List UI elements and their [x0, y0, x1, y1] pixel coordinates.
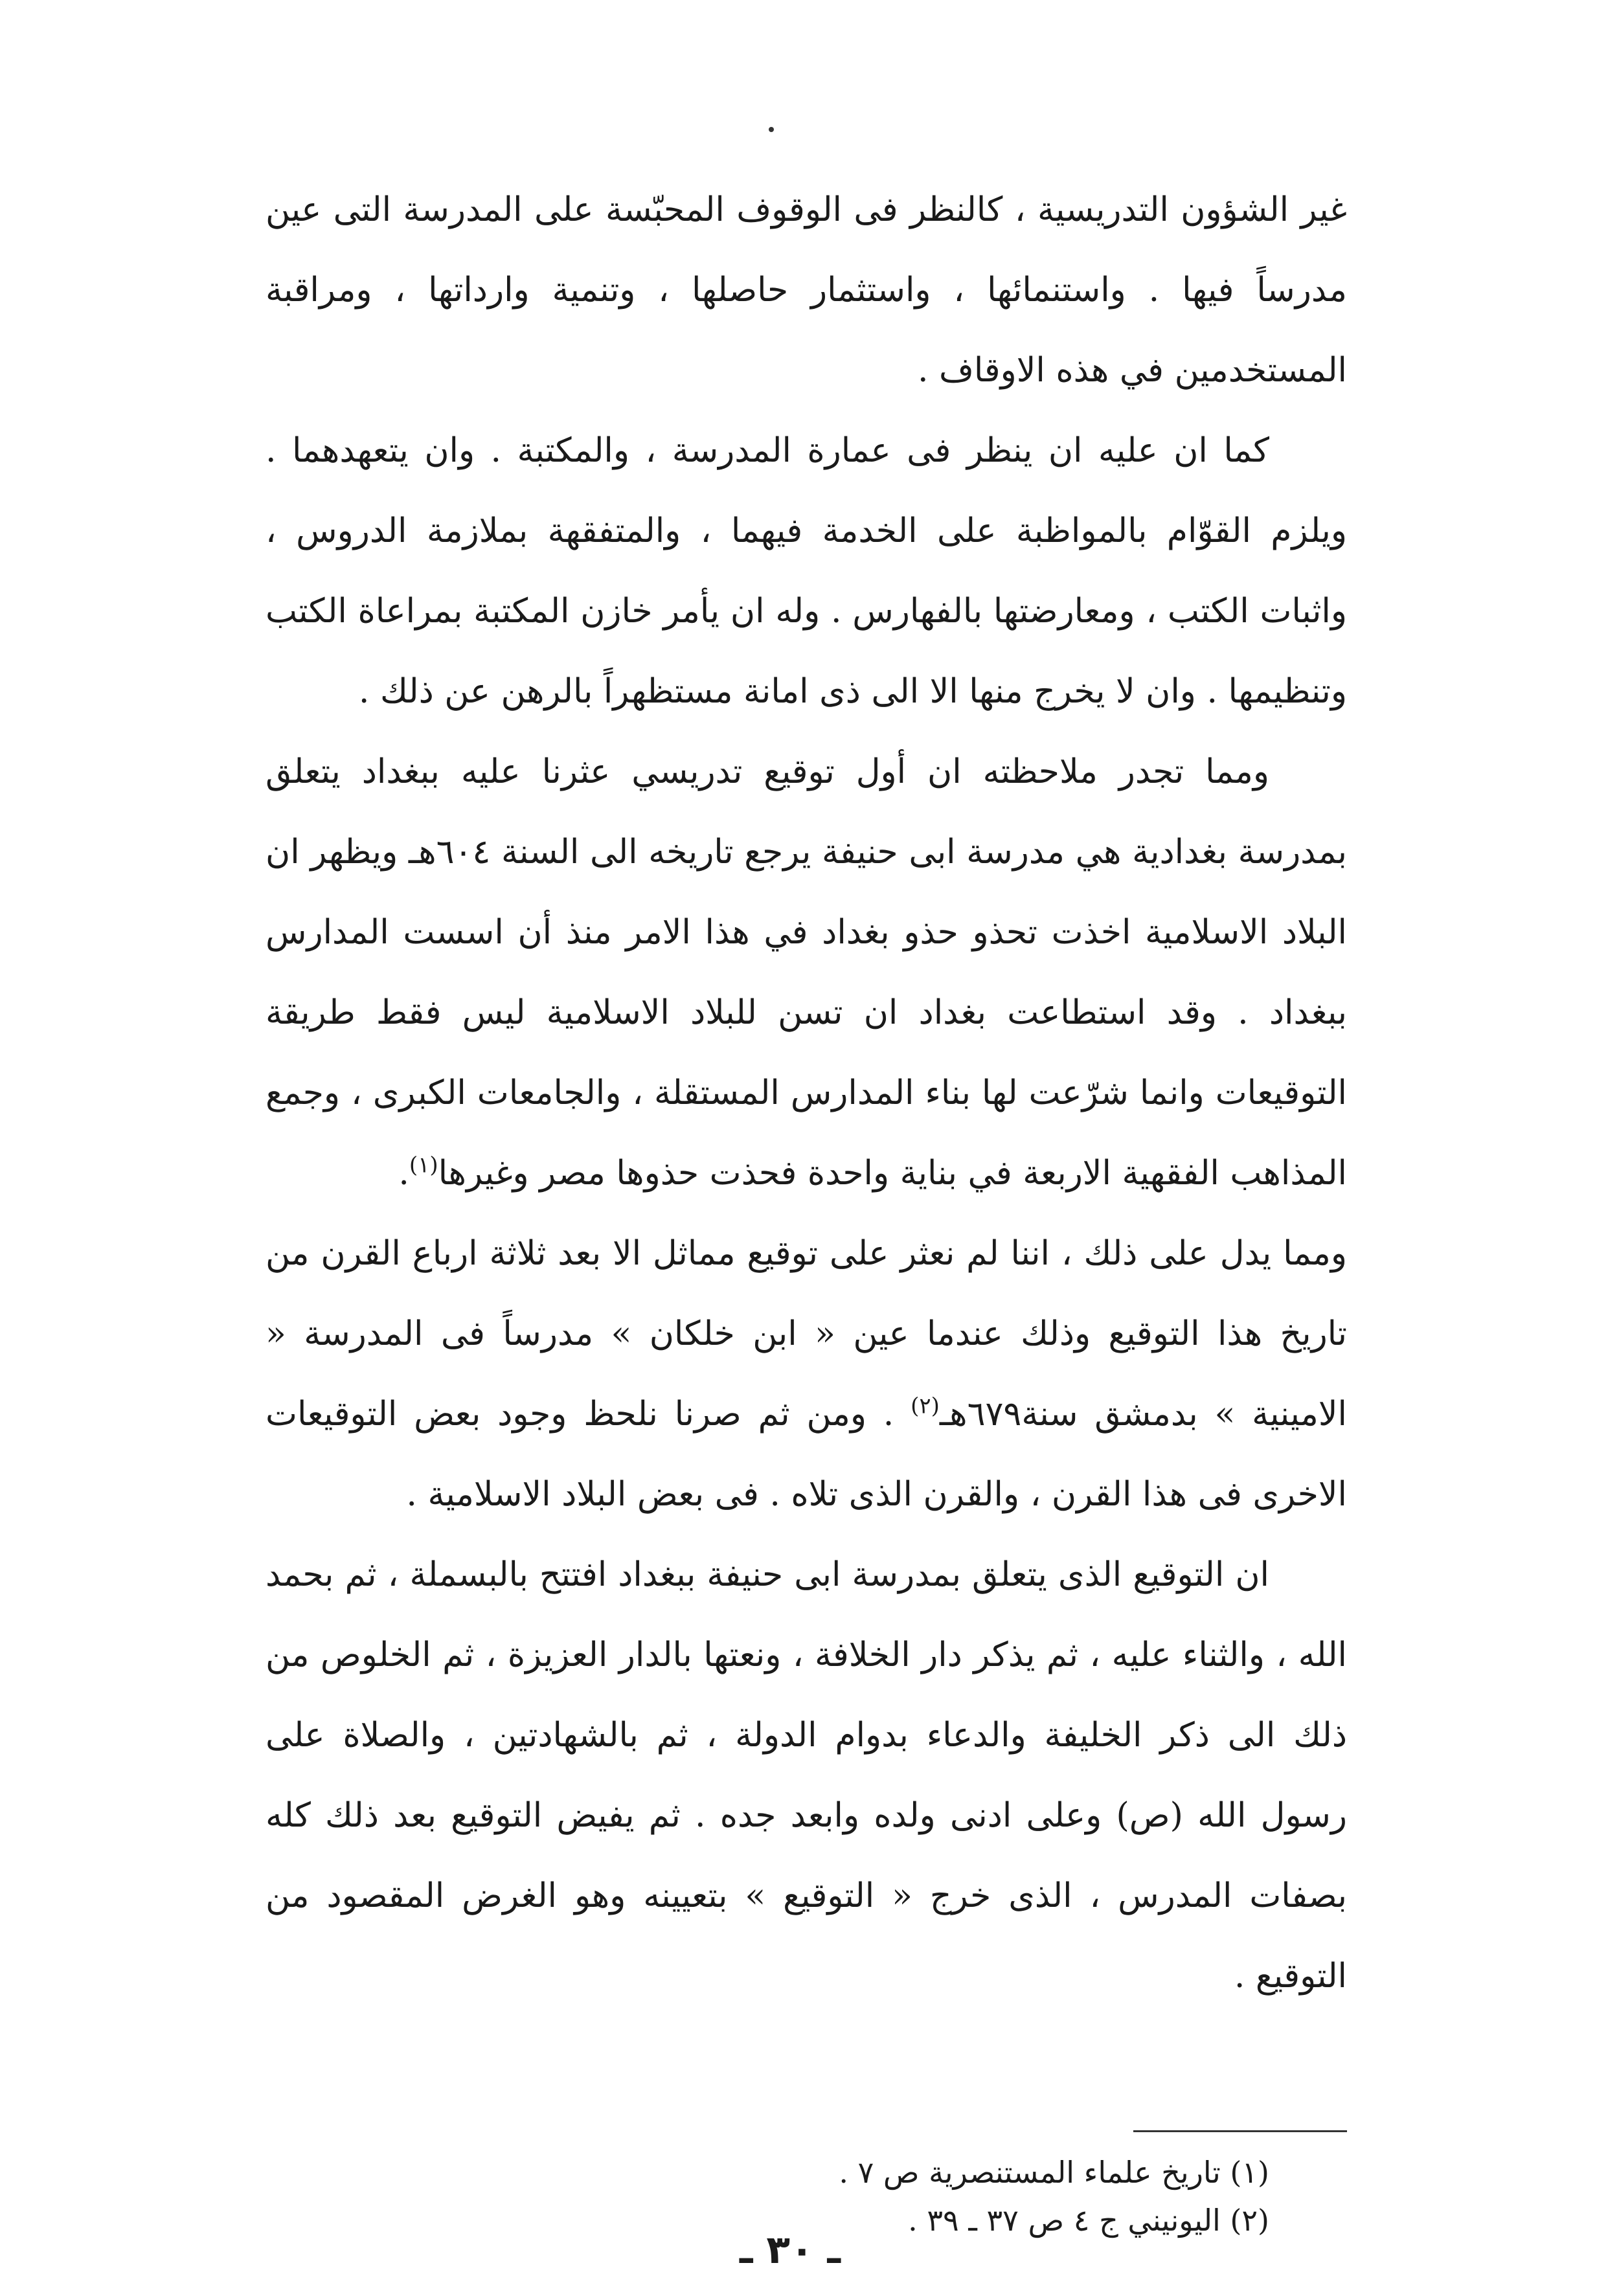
footnote-marker-1: (١): [409, 1152, 438, 1178]
paragraph-4-tail: . ومن ثم صرنا نلحظ وجود بعض التوقيعات الاخرى فى هذا القرن ، والقرن الذى تلاه . فى بعض البلاد الاسلامية .: [266, 1395, 1347, 1514]
page-number: ـ ٣٠ ـ: [739, 2227, 841, 2273]
paragraph-3: [266, 732, 1347, 1213]
paragraph-3-end: .: [398, 1154, 409, 1193]
body-text: [266, 170, 1347, 2016]
paragraph-4-text: ومما يدل على ذلك ، اننا لم نعثر على توقيع مماثل الا بعد ثلاثة ارباع القرن من تاريخ هذا التوقيع وذلك عندما عين « ابن خلكان » مدرساً فى المدرسة « الامينية » بدمشق سنة٦٧٩هـ: [266, 1234, 1347, 1434]
paragraph-1-text: غير الشؤون التدريسية ، كالنظر فى الوقوف المحبّسة على المدرسة التى عين مدرساً فيها . واستنمائها ، واستثمار حاصلها ، وتنمية وارداتها ، ومراقبة المستخدمين في هذه الاوقاف .: [266, 190, 1347, 390]
paragraph-4: [266, 1213, 1347, 1535]
paragraph-2: [266, 411, 1347, 732]
paragraph-5: [266, 1535, 1347, 2016]
footnote-1: (١) تاريخ علماء المستنصرية ص ٧ .: [839, 2155, 1269, 2190]
footnote-marker-2: (٢): [911, 1393, 940, 1419]
footnotes: [583, 2148, 1269, 2244]
paragraph-1: [266, 170, 1347, 411]
footnote-divider: [1133, 2130, 1347, 2132]
page-mark: [769, 127, 774, 132]
footnote-2: (٢) اليونيني ج ٤ ص ٣٧ ـ ٣٩ .: [908, 2203, 1269, 2238]
paragraph-5-text: ان التوقيع الذى يتعلق بمدرسة ابى حنيفة ببغداد افتتح بالبسملة ، ثم بحمد الله ، والثناء عليه ، ثم يذكر دار الخلافة ، ونعتها بالدار العزيزة ، ثم الخلوص من ذلك الى ذكر الخليفة والدعاء بدوام الدولة ، ثم بالشهادتين ، والصلاة على رسول الله (ص) وعلى ادنى ولده وابعد جده . ثم يفيض التوقيع بعد ذلك كله بصفات المدرس ، الذى خرج « التوقيع » بتعيينه وهو الغرض المقصود من التوقيع .: [266, 1555, 1347, 1996]
paragraph-2-text: كما ان عليه ان ينظر فى عمارة المدرسة ، والمكتبة . وان يتعهدهما . ويلزم القوّام بالمواظبة على الخدمة فيهما ، والمتفقهة بملازمة الدروس ، واثبات الكتب ، ومعارضتها بالفهارس . وله ان يأمر خازن المكتبة بمراعاة الكتب وتنظيمها . وان لا يخرج منها الا الى ذى امانة مستظهراً بالرهن عن ذلك .: [266, 431, 1347, 711]
paragraph-3-text: ومما تجدر ملاحظته ان أول توقيع تدريسي عثرنا عليه ببغداد يتعلق بمدرسة بغدادية هي مدرسة ابى حنيفة يرجع تاريخه الى السنة ٦٠٤هـ ويظهر ان البلاد الاسلامية اخذت تحذو حذو بغداد في هذا الامر منذ أن اسست المدارس ببغداد . وقد استطاعت بغداد ان تسن للبلاد الاسلامية ليس فقط طريقة التوقيعات وانما شرّعت لها بناء المدارس المستقلة ، والجامعات الكبرى ، وجمع المذاهب الفقهية الاربعة في بناية واحدة فحذت حذوها مصر وغيرها: [266, 752, 1348, 1193]
